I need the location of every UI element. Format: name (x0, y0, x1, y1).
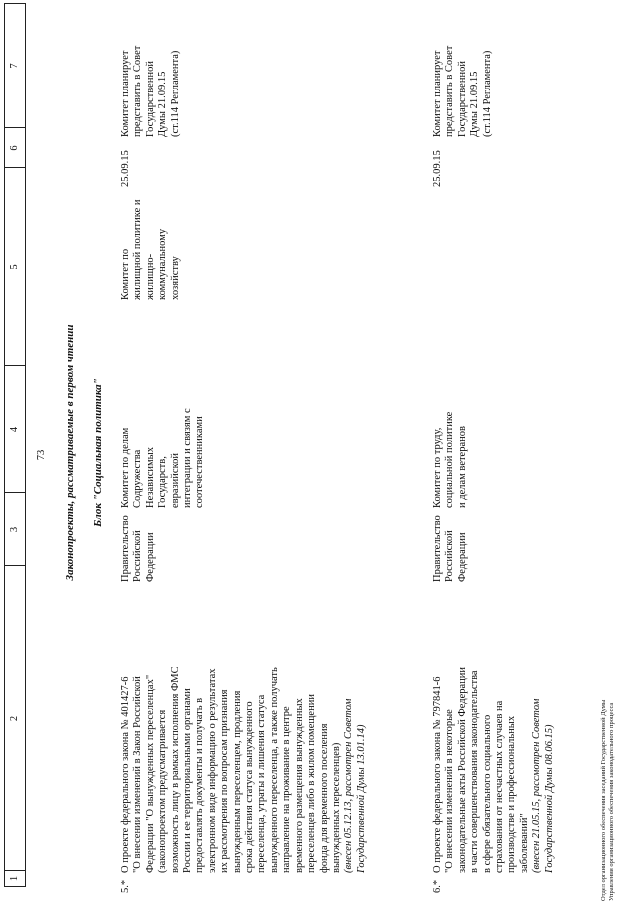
text-line: возможность лицу в рамках исполнения ФМС (169, 666, 181, 873)
text-line: Федерации (456, 532, 468, 582)
footer-line: Отдел организационного обеспечения заседаний Государственной Думы (600, 699, 607, 901)
footer-line: Управления организационного обеспечения законодательного процесса (607, 702, 615, 901)
row-number: 6.* (432, 879, 443, 893)
text-line: (законопроектом предусматривается (157, 709, 169, 873)
text-line: в сфере обязательного социального (481, 714, 493, 873)
text-line: Думы 21.09.15 (157, 71, 169, 137)
text-line: фонда для временного поселения (318, 723, 330, 873)
text-line: и делам ветеранов (456, 426, 468, 508)
text-line: Содружества (132, 449, 144, 508)
column-header-7: 7 (9, 63, 20, 69)
text-line: О проекте федерального закона № 401427-6 (120, 676, 131, 873)
text-line: Комитет по труду, (432, 427, 443, 508)
text-line: производстве и профессиональных (506, 715, 518, 873)
date-cell (432, 150, 444, 187)
text-line: Независимых (144, 447, 156, 508)
text-line: переселенца, утраты и лишения статуса (256, 694, 268, 873)
text-line: временного размещения вынужденных (293, 698, 305, 873)
text-line: Правительство (432, 515, 443, 582)
column-header-row (4, 3, 26, 887)
text-line: Комитет планирует (120, 50, 131, 137)
initiator-cell (432, 515, 469, 582)
text-line: в части совершенствования законодательства (469, 670, 481, 873)
text-line: предоставлять документы и получать в (194, 697, 206, 873)
text-line: вынужденным переселенцем, продления (231, 690, 243, 873)
co-committee-cell (120, 200, 182, 300)
text-line: Государственной (144, 61, 156, 137)
bill-description (432, 667, 556, 873)
text-line: (ст.114 Регламента) (169, 50, 181, 137)
status-cell (120, 46, 182, 137)
text-line: Думы 21.09.15 (469, 71, 481, 137)
text-line: Государственной Думы 13.01.14) (355, 724, 367, 873)
text-line: направление на проживание в центре (281, 706, 293, 873)
text-line: "О внесении изменений в Закон Российской (132, 676, 144, 873)
text-line: представить в Совет (444, 45, 456, 137)
column-header-4: 4 (9, 426, 20, 433)
text-line: срока действия статуса вынужденного (244, 701, 256, 873)
text-line: России и ее территориальными органами (182, 688, 194, 873)
column-header-2: 2 (9, 715, 20, 722)
text-line: Федерации "О вынужденных переселенцах" (144, 674, 156, 873)
text-line: евразийской (169, 452, 181, 508)
text-line: электронном виде информацию о результатах (206, 668, 218, 873)
text-line: коммунальному (157, 228, 169, 300)
text-line: (внесен 21.05.15, рассмотрен Советом (531, 698, 543, 873)
text-line: их рассмотрения по вопросам признания (219, 689, 231, 873)
text-line: Правительство (120, 515, 131, 582)
text-line: соотечественниками (194, 416, 206, 508)
text-line: (ст.114 Регламента) (481, 50, 493, 137)
footer-note (600, 401, 615, 901)
text-line: интеграции и связям с (182, 408, 194, 508)
text-line: переселенцев либо в жилом помещении (306, 694, 318, 873)
text-line: жилищно- (144, 253, 156, 300)
status-cell (432, 46, 494, 137)
responsible-committee-cell (120, 408, 207, 508)
text-line: заболеваний" (518, 813, 530, 873)
text-line: Комитет планирует (432, 50, 443, 137)
text-line: Государств, (157, 456, 169, 508)
text-line: 25.09.15 (120, 150, 131, 187)
column-header-1: 1 (9, 875, 20, 882)
text-line: Российской (132, 530, 144, 582)
text-line: "О внесении изменений в некоторые (444, 709, 456, 873)
text-line: жилищной политике и (132, 199, 144, 300)
row-number: 5.* (120, 879, 131, 893)
block-title: Блок "Социальная политика" (92, 378, 104, 527)
text-line: представить в Совет (132, 45, 144, 137)
text-line: законодательные акты Российской Федерации (456, 666, 468, 873)
text-line: вынужденного переселенца, а также получать (268, 667, 280, 873)
section-title: Законопроекты, рассматриваемые в первом чтении (64, 324, 76, 581)
column-header-6: 6 (9, 145, 20, 151)
text-line: вынужденных переселенцев) (330, 742, 342, 873)
column-header-3: 3 (9, 526, 20, 533)
initiator-cell (120, 515, 157, 582)
text-line: хозяйству (169, 256, 181, 300)
text-line: страхования от несчастных случаев на (494, 700, 506, 873)
text-line: О проекте федерального закона № 797841-6 (432, 676, 443, 873)
text-line: Государственной (456, 61, 468, 137)
text-line: социальной политике (444, 411, 456, 508)
text-line: (внесен 05.12.13, рассмотрен Советом (343, 698, 355, 873)
text-line: Комитет по делам (120, 427, 131, 508)
bill-description (120, 666, 368, 873)
text-line: Государственной Думы 08.06.15) (543, 724, 555, 873)
text-line: 25.09.15 (432, 150, 443, 187)
date-cell (120, 150, 132, 187)
responsible-committee-cell (432, 412, 469, 508)
text-line: Российской (444, 530, 456, 582)
page-number: 73 (36, 449, 47, 461)
text-line: Федерации (144, 532, 156, 582)
text-line: Комитет по (120, 248, 131, 300)
column-header-5: 5 (9, 264, 20, 270)
